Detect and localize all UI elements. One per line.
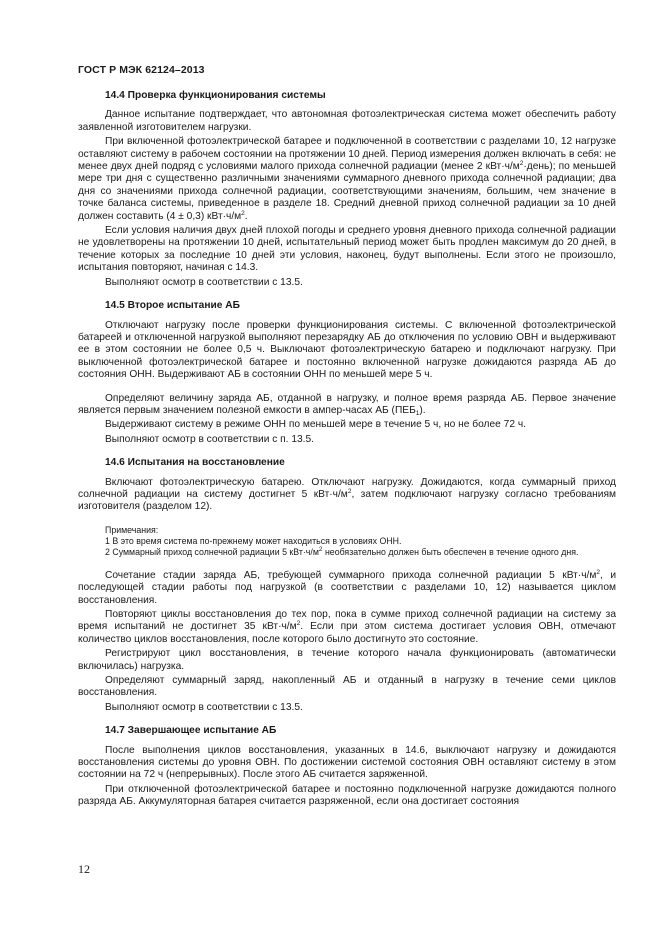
document-header: ГОСТ Р МЭК 62124–2013 — [78, 64, 205, 76]
notes-block — [78, 525, 616, 558]
paragraph: Отключают нагрузку после проверки функционирования системы. С включенной фотоэлектрической батареей и отключенной нагрузкой выполняют перезарядку АБ до отключения по условию ОВН и выдерживают ее в этом состоянии не более 0,5 ч. Выключают фотоэлектрическую батарею и подключают нагрузку. При выключенной фотоэлектрической батарее и постоянно включенной нагрузке дожидаются разряда АБ до состояния ОНН. Выдерживают АБ в состоянии ОНН по меньшей мере 5 ч. — [78, 319, 616, 381]
paragraph: Выполняют осмотр в соответствии с 13.5. — [105, 276, 303, 288]
paragraph: Выдерживают систему в режиме ОНН по меньшей мере в течение 5 ч, но не более 72 ч. — [105, 419, 526, 431]
paragraph: Регистрируют цикл восстановления, в течение которого начала функционировать (автоматически включилась) нагрузка. — [78, 648, 616, 672]
paragraph: Повторяют циклы восстановления до тех пор, пока в сумме приход солнечной радиации на систему за время испытаний не достигнет 35 $кВт\cdot ч/м^2$. Если при этом система достигает условия ОВН, отмечают количество циклов восстановления, после которого было достигнуто это состояние. — [78, 609, 616, 645]
note-item: 1 В это время система по-прежнему может находиться в условиях ОНН. — [105, 535, 402, 546]
paragraph: Если условия наличия двух дней плохой погоды и среднего уровня дневного прихода солнечной радиации не удовлетворены на протяжении 10 дней, испытательный период может быть продлен максимум до 20 дней, в течение которых за последние 10 дней эти условия, наконец, будут выполнены. Если этого не произошло, испытания повторяют, начиная с 14.3. — [78, 225, 616, 274]
section-title-14-6: 14.6 Испытания на восстановление — [105, 457, 285, 469]
section-title-14-5: 14.5 Второе испытание АБ — [105, 300, 240, 312]
paragraph: Выполняют осмотр в соответствии с 13.5. — [105, 701, 303, 713]
document-body — [78, 88, 616, 811]
paragraph: Сочетание стадии заряда АБ, требующей суммарного прихода солнечной радиации 5 $кВт\cdot ч/м^2$, и последующей стадии работы под нагрузкой (в соответствии с разделами 10, 12) называется циклом восстановления. — [78, 568, 617, 606]
paragraph: При включенной фотоэлектрической батарее и подключенной в соответствии с разделами 10, 12 нагрузке оставляют систему в рабочем состоянии на протяжении 10 дней. Период измерения должен включать в себя: не менее двух дней подряд с условиями малого прихода солнечной радиации (менее 2 $кВт\cdot ч/м^2\cdot день$); по меньшей мере три дня с существенно различными значениями суммарного дневного прихода солнечной радиации; два дня со значениями прихода солнечной радиации, соответствующими значениям, большим, чем значение в точке баланса системы, приведенное в разделе 18. Средний дневной приход солнечной радиации за 10 дней должен составить (4 ± 0,3) $кВт\cdot ч/м^2$. — [78, 136, 617, 222]
paragraph: Определяют величину заряда АБ, отданной в нагрузку, и полное время разряда АБ. Первое значение является первым значением полезной емкости в ампер-часах АБ $(ПЕБ_1)$. — [78, 392, 616, 417]
page-number: 12 — [78, 862, 90, 876]
notes-title: Примечания: — [105, 524, 159, 535]
paragraph: После выполнения циклов восстановления, указанных в 14.6, выключают нагрузку и дожидаются восстановления системы до уровня ОВН. По достижении системой состояния ОВН оставляют систему в этом состоянии на 72 ч (непрерывных). После этого АБ считается заряженной. — [78, 744, 616, 781]
section-title-14-7: 14.7 Завершающее испытание АБ — [105, 725, 277, 737]
paragraph: Данное испытание подтверждает, что автономная фотоэлектрическая система может обеспечить работу заявленной изготовителем нагрузки. — [78, 109, 616, 133]
paragraph: Выполняют осмотр в соответствии с п. 13.5. — [105, 433, 314, 445]
paragraph: Включают фотоэлектрическую батарею. Отключают нагрузку. Дожидаются, когда суммарный приход солнечной радиации на систему достигнет 5 $кВт\cdot ч/м^2$, затем подключают нагрузку согласно требованиям изготовителя (разделом 12). — [78, 476, 616, 513]
paragraph: Определяют суммарный заряд, накопленный АБ и отданный в нагрузку в течение семи циклов восстановления. — [78, 675, 616, 699]
section-title-14-4: 14.4 Проверка функционирования системы — [105, 90, 326, 101]
note-item: 2 Суммарный приход солнечной радиации 5 $кВт\cdot ч/м^2$ необязательно должен быть обеспечен в течение одного дня. — [105, 545, 579, 557]
paragraph: При отключенной фотоэлектрической батарее и постоянно подключенной нагрузке дожидаются полного разряда АБ. Аккумуляторная батарея считается разряженной, если она достигает состояния — [78, 783, 616, 808]
